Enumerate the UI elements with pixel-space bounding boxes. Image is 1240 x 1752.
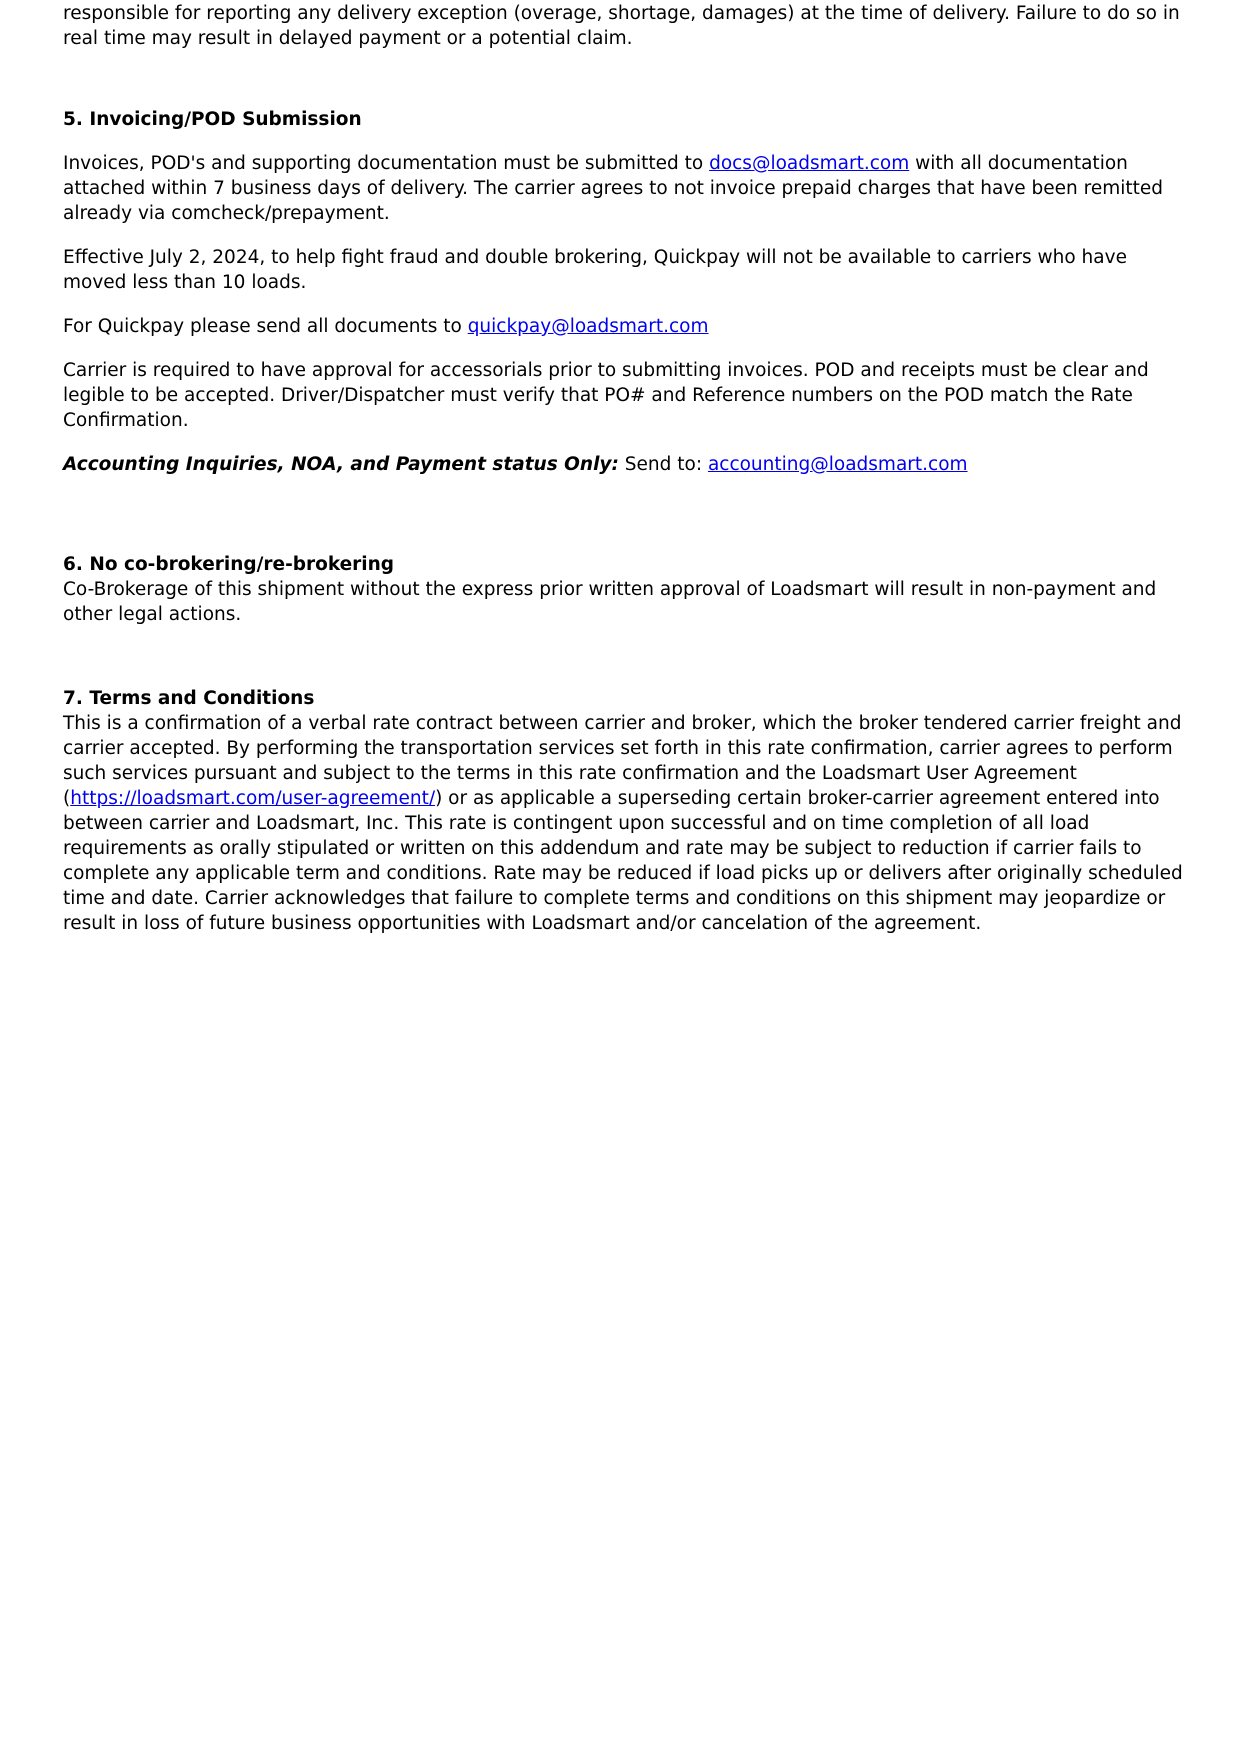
section-6-heading: 6. No co-brokering/re-brokering	[63, 554, 395, 575]
quickpay-email-link[interactable]: quickpay@loadsmart.com	[467, 316, 709, 337]
section-5-paragraph-5	[63, 452, 1183, 477]
section-5-paragraph-3	[63, 314, 1183, 339]
section-7-heading: 7. Terms and Conditions	[63, 688, 315, 709]
accounting-email-link[interactable]: accounting@loadsmart.com	[707, 454, 968, 475]
section-6-paragraph: Co-Brokerage of this shipment without the express prior written approval of Loadsmart will result in non-payment and other legal actions.	[63, 579, 1157, 625]
section-7-text-after: ) or as applicable a superseding certain broker-carrier agreement entered into between carrier and Loadsmart, Inc. This rate is contingent upon successful and on time completion of all load requirements as orally stipulated or written on this addendum and rate may be subject to reduction if carrier fails to complete any applicable term and conditions. Rate may be reduced if load picks up or delivers after originally scheduled time and date. Carrier acknowledges that failure to complete terms and conditions on this shipment may jeopardize or result in loss of future business opportunities with Loadsmart and/or cancelation of the agreement.	[63, 788, 1183, 934]
intro-paragraph: responsible for reporting any delivery exception (overage, shortage, damages) at the time of delivery. Failure to do so in real time may result in delayed payment or a potential claim.	[63, 3, 1180, 49]
accounting-send-to-text: Send to:	[618, 454, 708, 475]
section-7-text-before: This is a confirmation of a verbal rate contract between carrier and broker, which the broker tendered carrier freight and carrier accepted. By performing the transportation services set forth in this rate confirmation, carrier agrees to perform such services pursuant and subject to the terms in this rate confirmation and the Loadsmart User Agreement (	[63, 713, 1182, 809]
section-5-paragraph-1	[63, 151, 1183, 226]
section-7-paragraph	[63, 711, 1183, 936]
section-5-paragraph-4: Carrier is required to have approval for accessorials prior to submitting invoices. POD and receipts must be clear and legible to be accepted. Driver/Dispatcher must verify that PO# and Reference numbers on the POD match the Rate Confirmation.	[63, 360, 1149, 431]
section-5-paragraph-2: Effective July 2, 2024, to help fight fraud and double brokering, Quickpay will not be available to carriers who have moved less than 10 loads.	[63, 247, 1127, 293]
docs-email-link[interactable]: docs@loadsmart.com	[709, 153, 910, 174]
section-5-heading: 5. Invoicing/POD Submission	[63, 109, 362, 130]
section-5-p1-text-before: Invoices, POD's and supporting documentation must be submitted to	[63, 153, 710, 174]
section-5-p1-text-after: with all documentation attached within 7 business days of delivery. The carrier agrees to not invoice prepaid charges that have been remitted already via comcheck/prepayment.	[63, 153, 1164, 224]
user-agreement-link[interactable]: https://loadsmart.com/user-agreement/	[70, 788, 436, 809]
section-5-p3-text: For Quickpay please send all documents to	[63, 316, 468, 337]
accounting-inquiries-label: Accounting Inquiries, NOA, and Payment status Only:	[63, 454, 619, 475]
